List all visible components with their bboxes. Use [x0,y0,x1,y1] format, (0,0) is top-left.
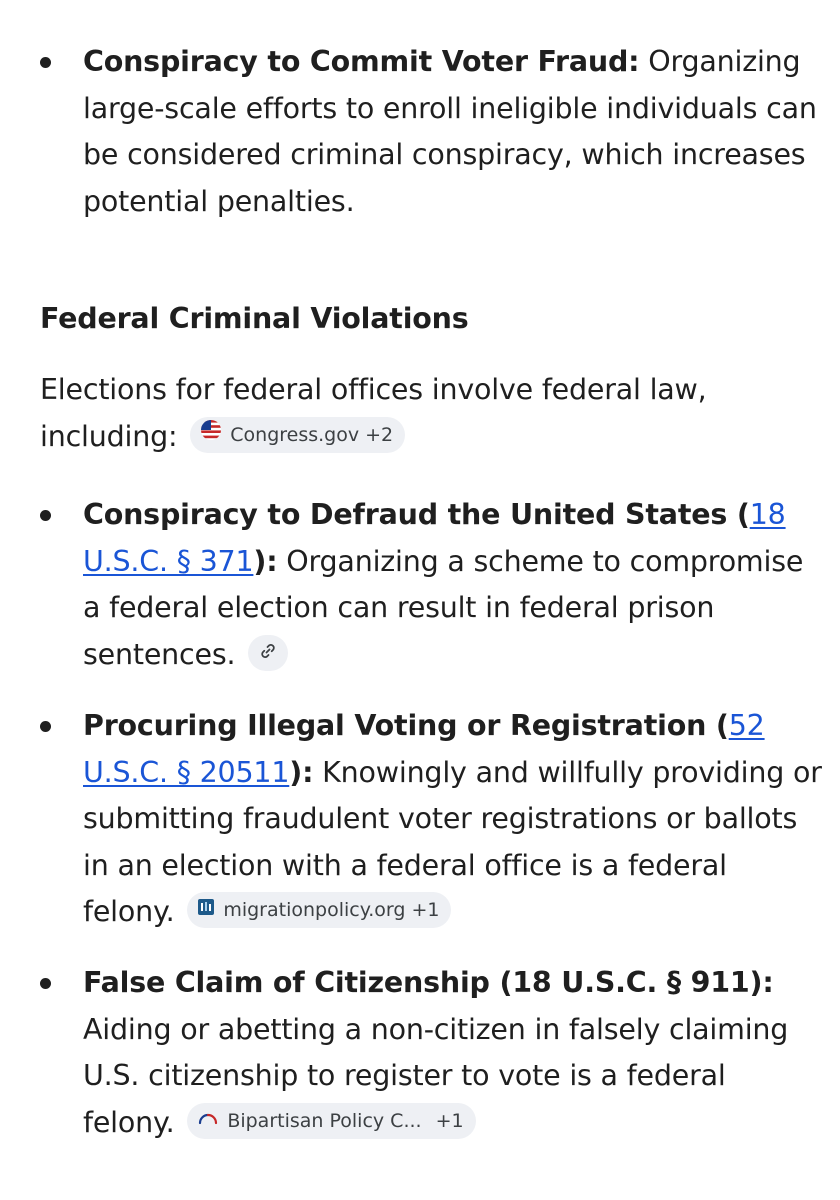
item-title: Conspiracy to Defraud the United States ( [83,498,750,531]
item-title: False Claim of Citizenship (18 U.S.C. § 911): [83,966,774,999]
item-body: Aiding or abetting a non-citizen in falsely claiming U.S. citizenship to register to vote is a federal felony. [83,1012,789,1139]
chip-source: Bipartisan Policy C... [227,1109,422,1132]
list-item [0,492,840,678]
bullet-dot [40,510,51,521]
item-body: Knowingly and willfully providing or submitting fraudulent voter registrations or ballots in an election with a federal office is a federal felony. [83,755,822,928]
source-link-chip[interactable] [248,635,288,671]
chip-source: migrationpolicy.org [223,899,406,921]
item-body: Organizing large-scale efforts to enroll ineligible individuals can be considered criminal conspiracy, which increases potential penalties. [83,45,817,218]
intro-text: Elections for federal offices involve federal law, including: [40,373,707,453]
list-item [0,39,840,225]
item-title: Conspiracy to Commit Voter Fraud: [83,45,640,78]
bipartisan-policy-icon [197,1103,219,1139]
migrationpolicy-icon [197,892,215,928]
source-chip-migrationpolicy[interactable] [187,892,451,928]
item-title: Procuring Illegal Voting or Registration ( [83,709,729,742]
bullet-dot [40,721,51,732]
item-title-close: ): [253,544,278,578]
source-chip-congress[interactable] [190,417,405,453]
item-title-close: ): [289,755,314,789]
chip-more-count: +2 [365,423,394,446]
chip-source: Congress.gov [230,423,360,446]
list-item [0,960,840,1146]
chip-more-count: +1 [435,1109,464,1132]
item-body: Organizing a scheme to compromise a federal election can result in federal prison sentences. [83,544,804,671]
section-intro [40,367,730,460]
statute-link[interactable]: 52 U.S.C. § 20511 [83,709,765,789]
us-flag-icon [200,417,222,453]
bullet-dot [40,57,51,68]
statute-link[interactable]: 18 U.S.C. § 371 [83,498,786,578]
link-icon [258,629,278,676]
source-chip-bipartisan[interactable] [187,1103,475,1139]
section-heading: Federal Criminal Violations [40,302,469,335]
list-item [0,703,840,936]
chip-more-count: +1 [411,899,440,921]
bullet-dot [40,978,51,989]
